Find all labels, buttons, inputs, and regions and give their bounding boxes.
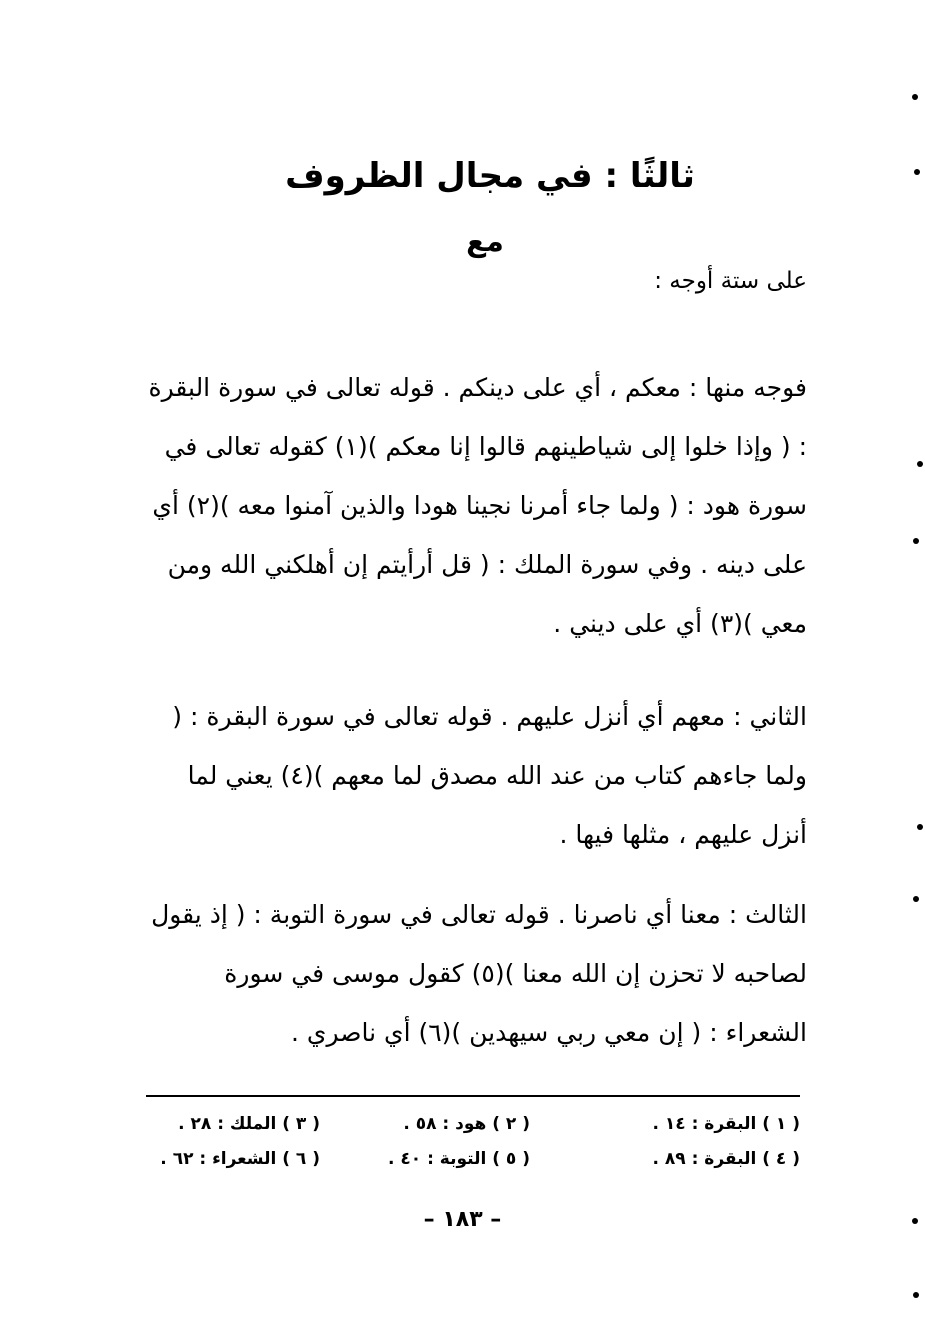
page-number: – ١٨٣ – <box>423 1207 502 1232</box>
footnote-item: ( ٦ ) الشعراء : ٦٢ . <box>160 1149 320 1169</box>
margin-speck-dot <box>913 1292 919 1298</box>
margin-speck-dot <box>917 461 923 467</box>
entry-term: مع <box>466 224 504 258</box>
footnote-item: ( ٤ ) البقرة : ٨٩ . <box>652 1149 800 1169</box>
margin-speck-dot <box>913 896 919 902</box>
page-heading: ثالثًا : في مجال الظروف <box>285 155 695 196</box>
intro-text: على ستة أوجه : <box>654 268 807 294</box>
footnotes <box>130 1107 800 1177</box>
margin-speck-dot <box>912 94 918 100</box>
meaning-paragraph-one: فوجه منها : معكم ، أي على دينكم . قوله تعالى في سورة البقرة : ( وإذا خلوا إلى شياطينهم قالوا إنا معكم )(١) كقوله تعالى في سورة هود : ( ولما جاء أمرنا نجينا هودا والذين آمنوا معه )(٢) أي على دينه . وفي سورة الملك : ( قل أرأيتم إن أهلكني الله ومن معي )(٣) أي على ديني . <box>148 373 807 638</box>
footnote-item: ( ٢ ) هود : ٥٨ . <box>403 1114 530 1134</box>
margin-speck-dot <box>913 538 919 544</box>
footnote-separator <box>146 1095 800 1097</box>
footnote-item: ( ٥ ) التوبة : ٤٠ . <box>388 1149 530 1169</box>
footnote-item: ( ٣ ) الملك : ٢٨ . <box>178 1114 320 1134</box>
meaning-paragraph-two: الثاني : معهم أي أنزل عليهم . قوله تعالى في سورة البقرة : ( ولما جاءهم كتاب من عند الله مصدق لما معهم )(٤) يعني لما أنزل عليهم ، مثلها فيها . <box>172 702 807 849</box>
margin-speck-dot <box>917 824 923 830</box>
footnote-item: ( ١ ) البقرة : ١٤ . <box>652 1114 800 1134</box>
meaning-paragraph-three: الثالث : معنا أي ناصرنا . قوله تعالى في سورة التوبة : ( إذ يقول لصاحبه لا تحزن إن الله معنا )(٥) كقول موسى في سورة الشعراء : ( إن معي ربي سيهدين )(٦) أي ناصري . <box>151 900 807 1047</box>
